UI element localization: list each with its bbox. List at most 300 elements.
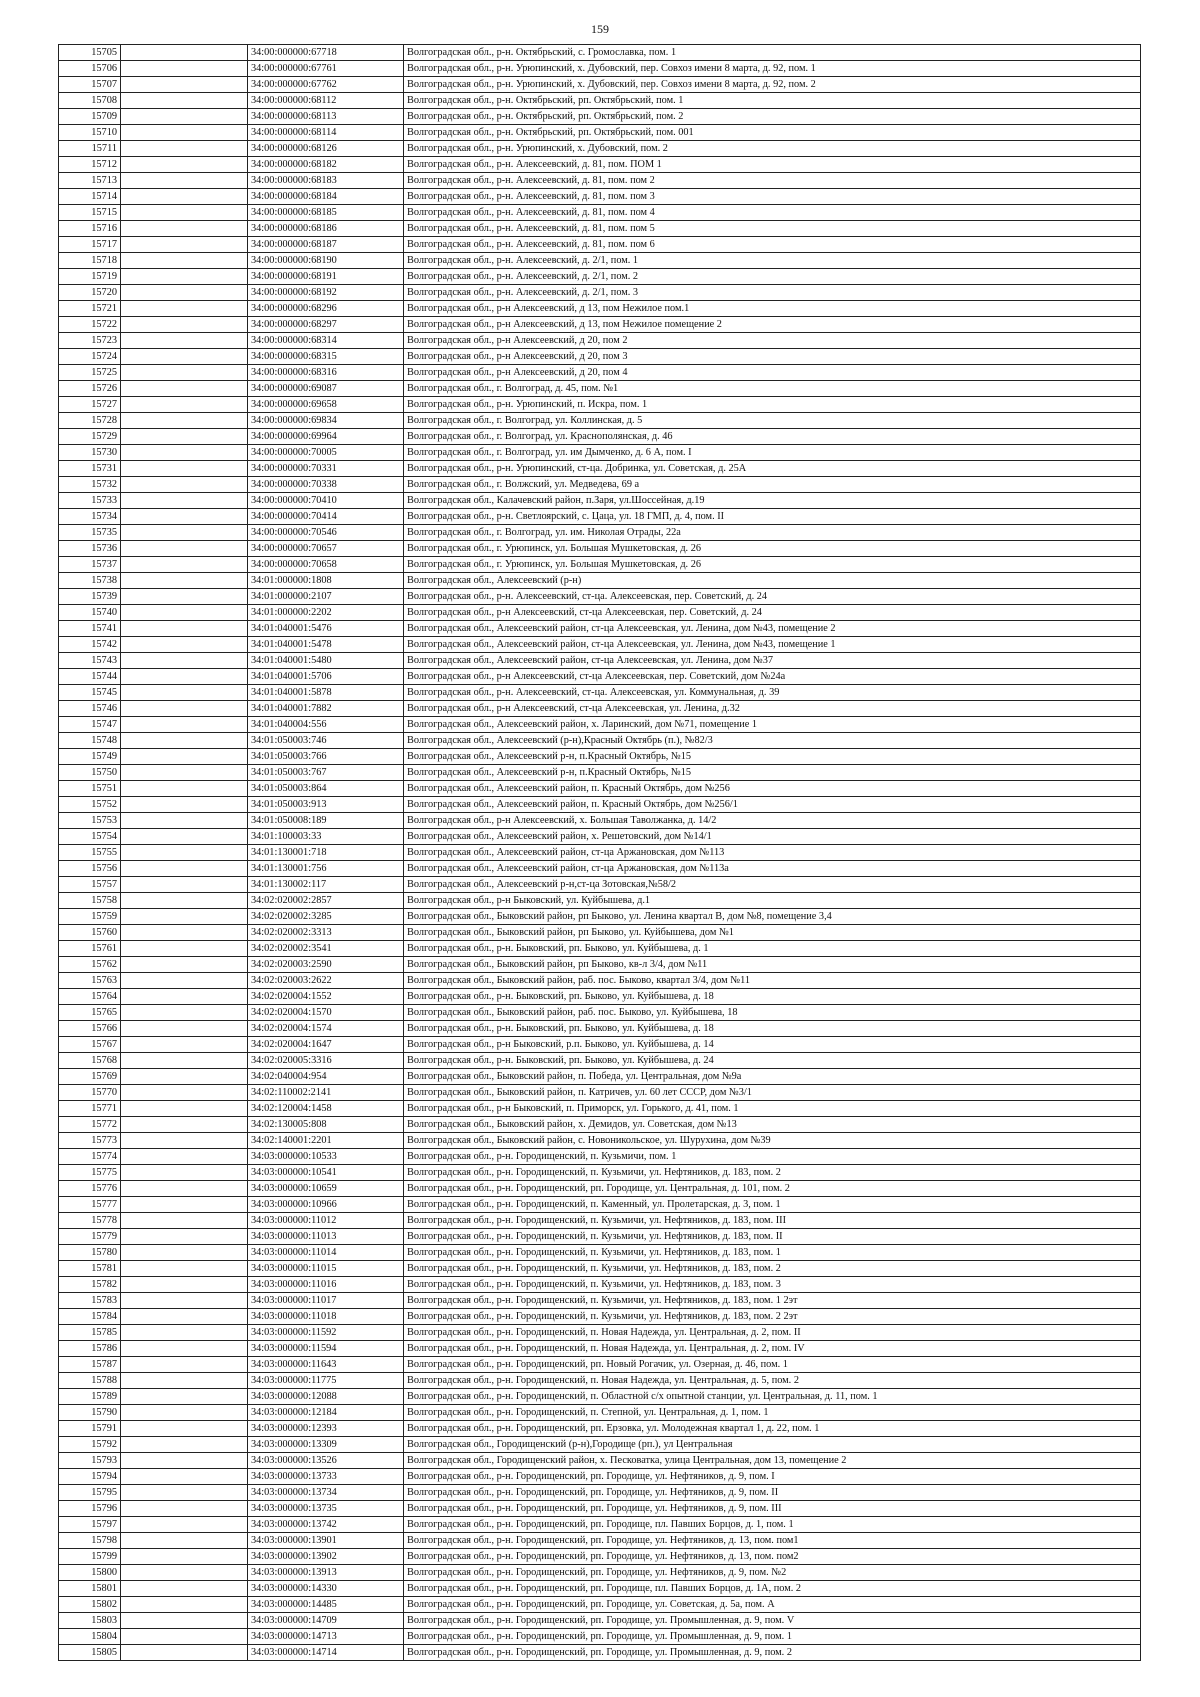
row-number: 15802 (59, 1597, 121, 1613)
address: Волгоградская обл., р-н. Октябрьский, рп. Октябрьский, пом. 001 (404, 125, 1141, 141)
empty-cell (121, 1341, 248, 1357)
empty-cell (121, 845, 248, 861)
row-number: 15778 (59, 1213, 121, 1229)
table-row (59, 1133, 1141, 1149)
empty-cell (121, 381, 248, 397)
empty-cell (121, 349, 248, 365)
table-row (59, 1085, 1141, 1101)
cadastral-number: 34:02:020004:1574 (248, 1021, 404, 1037)
row-number: 15763 (59, 973, 121, 989)
row-number: 15737 (59, 557, 121, 573)
cadastral-number: 34:03:000000:12088 (248, 1389, 404, 1405)
cadastral-number: 34:00:000000:68185 (248, 205, 404, 221)
table-row (59, 1485, 1141, 1501)
empty-cell (121, 333, 248, 349)
address: Волгоградская обл., Алексеевский район, х. Решетовский, дом №14/1 (404, 829, 1141, 845)
address: Волгоградская обл., Алексеевский район, п. Красный Октябрь, дом №256/1 (404, 797, 1141, 813)
row-number: 15759 (59, 909, 121, 925)
address: Волгоградская обл., р-н Быковский, ул. Куйбышева, д.1 (404, 893, 1141, 909)
table-row (59, 301, 1141, 317)
address: Волгоградская обл., р-н. Городищенский, п. Кузьмичи, ул. Нефтяников, д. 183, пом. II (404, 1229, 1141, 1245)
address: Волгоградская обл., р-н. Городищенский, рп. Городище, пл. Павших Борцов, д. 1А, пом. 2 (404, 1581, 1141, 1597)
cadastral-number: 34:00:000000:68183 (248, 173, 404, 189)
address: Волгоградская обл., р-н Алексеевский, д 13, пом Нежилое помещение 2 (404, 317, 1141, 333)
row-number: 15743 (59, 653, 121, 669)
row-number: 15803 (59, 1613, 121, 1629)
row-number: 15791 (59, 1421, 121, 1437)
row-number: 15797 (59, 1517, 121, 1533)
empty-cell (121, 157, 248, 173)
empty-cell (121, 1021, 248, 1037)
row-number: 15761 (59, 941, 121, 957)
address: Волгоградская обл., р-н. Быковский, рп. Быково, ул. Куйбышева, д. 18 (404, 1021, 1141, 1037)
table-row (59, 733, 1141, 749)
row-number: 15745 (59, 685, 121, 701)
table-row (59, 333, 1141, 349)
empty-cell (121, 941, 248, 957)
table-row (59, 1421, 1141, 1437)
address: Волгоградская обл., г. Волжский, ул. Медведева, 69 а (404, 477, 1141, 493)
empty-cell (121, 797, 248, 813)
table-row (59, 1629, 1141, 1645)
cadastral-number: 34:03:000000:11016 (248, 1277, 404, 1293)
cadastral-number: 34:00:000000:67762 (248, 77, 404, 93)
empty-cell (121, 1517, 248, 1533)
cadastral-number: 34:00:000000:68315 (248, 349, 404, 365)
address: Волгоградская обл., р-н Алексеевский, д 20, пом 4 (404, 365, 1141, 381)
empty-cell (121, 141, 248, 157)
address: Волгоградская обл., р-н. Быковский, рп. Быково, ул. Куйбышева, д. 18 (404, 989, 1141, 1005)
row-number: 15733 (59, 493, 121, 509)
address: Волгоградская обл., Алексеевский район, ст-ца Аржановская, дом №113 (404, 845, 1141, 861)
table-row (59, 1613, 1141, 1629)
cadastral-number: 34:01:050003:746 (248, 733, 404, 749)
address: Волгоградская обл., р-н Алексеевский, д 20, пом 2 (404, 333, 1141, 349)
cadastral-number: 34:03:000000:11012 (248, 1213, 404, 1229)
table-row (59, 461, 1141, 477)
row-number: 15747 (59, 717, 121, 733)
row-number: 15705 (59, 45, 121, 61)
cadastral-number: 34:03:000000:11592 (248, 1325, 404, 1341)
cadastral-number: 34:03:000000:11013 (248, 1229, 404, 1245)
empty-cell (121, 77, 248, 93)
table-row (59, 365, 1141, 381)
address: Волгоградская обл., р-н. Алексеевский, д. 81, пом. пом 3 (404, 189, 1141, 205)
empty-cell (121, 1645, 248, 1661)
table-row (59, 1117, 1141, 1133)
address: Волгоградская обл., р-н. Урюпинский, х. Дубовский, пом. 2 (404, 141, 1141, 157)
row-number: 15785 (59, 1325, 121, 1341)
cadastral-number: 34:01:040001:5480 (248, 653, 404, 669)
cadastral-number: 34:03:000000:13742 (248, 1517, 404, 1533)
empty-cell (121, 1565, 248, 1581)
row-number: 15801 (59, 1581, 121, 1597)
address: Волгоградская обл., р-н Быковский, р.п. Быково, ул. Куйбышева, д. 14 (404, 1037, 1141, 1053)
table-row (59, 1565, 1141, 1581)
table-row (59, 717, 1141, 733)
table-row (59, 1469, 1141, 1485)
empty-cell (121, 1613, 248, 1629)
row-number: 15717 (59, 237, 121, 253)
address: Волгоградская обл., р-н. Городищенский, п. Кузьмичи, ул. Нефтяников, д. 183, пом. 1 (404, 1245, 1141, 1261)
empty-cell (121, 477, 248, 493)
empty-cell (121, 1581, 248, 1597)
address: Волгоградская обл., Быковский район, раб. пос. Быково, квартал 3/4, дом №11 (404, 973, 1141, 989)
empty-cell (121, 1533, 248, 1549)
cadastral-number: 34:03:000000:13902 (248, 1549, 404, 1565)
address: Волгоградская обл., р-н. Городищенский, п. Кузьмичи, ул. Нефтяников, д. 183, пом. 2 (404, 1165, 1141, 1181)
table-row (59, 77, 1141, 93)
table-row (59, 989, 1141, 1005)
address: Волгоградская обл., Быковский район, х. Демидов, ул. Советская, дом №13 (404, 1117, 1141, 1133)
cadastral-number: 34:01:050003:766 (248, 749, 404, 765)
cadastral-number: 34:01:130002:117 (248, 877, 404, 893)
address: Волгоградская обл., р-н. Городищенский, рп. Ерзовка, ул. Молодежная квартал 1, д. 22, пом. 1 (404, 1421, 1141, 1437)
row-number: 15729 (59, 429, 121, 445)
table-row (59, 1229, 1141, 1245)
cadastral-number: 34:00:000000:68316 (248, 365, 404, 381)
cadastral-number: 34:00:000000:69658 (248, 397, 404, 413)
empty-cell (121, 1405, 248, 1421)
empty-cell (121, 1597, 248, 1613)
table-row (59, 653, 1141, 669)
address: Волгоградская обл., р-н. Октябрьский, рп. Октябрьский, пом. 2 (404, 109, 1141, 125)
row-number: 15714 (59, 189, 121, 205)
row-number: 15783 (59, 1293, 121, 1309)
address: Волгоградская обл., Алексеевский район, п. Красный Октябрь, дом №256 (404, 781, 1141, 797)
row-number: 15762 (59, 957, 121, 973)
table-row (59, 93, 1141, 109)
cadastral-number: 34:02:020005:3316 (248, 1053, 404, 1069)
empty-cell (121, 1037, 248, 1053)
row-number: 15718 (59, 253, 121, 269)
table-row (59, 1021, 1141, 1037)
cadastral-number: 34:02:120004:1458 (248, 1101, 404, 1117)
table-row (59, 1053, 1141, 1069)
empty-cell (121, 541, 248, 557)
cadastral-number: 34:02:040004:954 (248, 1069, 404, 1085)
table-row (59, 1181, 1141, 1197)
cadastral-number: 34:01:050003:767 (248, 765, 404, 781)
address: Волгоградская обл., р-н. Алексеевский, д. 81, пом. пом 6 (404, 237, 1141, 253)
table-row (59, 445, 1141, 461)
empty-cell (121, 109, 248, 125)
table-row (59, 125, 1141, 141)
row-number: 15782 (59, 1277, 121, 1293)
address: Волгоградская обл., р-н. Алексеевский, д. 2/1, пом. 1 (404, 253, 1141, 269)
table-row (59, 973, 1141, 989)
address: Волгоградская обл., р-н. Урюпинский, п. Искра, пом. 1 (404, 397, 1141, 413)
address: Волгоградская обл., р-н. Городищенский, п. Степной, ул. Центральная, д. 1, пом. 1 (404, 1405, 1141, 1421)
row-number: 15790 (59, 1405, 121, 1421)
address: Волгоградская обл., р-н. Алексеевский, д. 81, пом. ПОМ 1 (404, 157, 1141, 173)
address: Волгоградская обл., Алексеевский р-н, п.Красный Октябрь, №15 (404, 749, 1141, 765)
empty-cell (121, 1101, 248, 1117)
row-number: 15727 (59, 397, 121, 413)
cadastral-number: 34:00:000000:70657 (248, 541, 404, 557)
empty-cell (121, 1421, 248, 1437)
address: Волгоградская обл., р-н. Городищенский, рп. Городище, пл. Павших Борцов, д. 1, пом. 1 (404, 1517, 1141, 1533)
empty-cell (121, 1277, 248, 1293)
address: Волгоградская обл., р-н. Урюпинский, х. Дубовский, пер. Совхоз имени 8 марта, д. 92, пом. 2 (404, 77, 1141, 93)
empty-cell (121, 589, 248, 605)
row-number: 15789 (59, 1389, 121, 1405)
row-number: 15765 (59, 1005, 121, 1021)
cadastral-number: 34:00:000000:68297 (248, 317, 404, 333)
table-row (59, 189, 1141, 205)
row-number: 15752 (59, 797, 121, 813)
empty-cell (121, 45, 248, 61)
empty-cell (121, 973, 248, 989)
cadastral-number: 34:02:020004:1552 (248, 989, 404, 1005)
address: Волгоградская обл., Алексеевский (р-н) (404, 573, 1141, 589)
address: Волгоградская обл., р-н. Городищенский, рп. Городище, ул. Промышленная, д. 9, пом. 1 (404, 1629, 1141, 1645)
cadastral-number: 34:02:140001:2201 (248, 1133, 404, 1149)
address: Волгоградская обл., р-н Быковский, п. Приморск, ул. Горького, д. 41, пом. 1 (404, 1101, 1141, 1117)
empty-cell (121, 829, 248, 845)
table-row (59, 1597, 1141, 1613)
address: Волгоградская обл., Алексеевский район, х. Ларинский, дом №71, помещение 1 (404, 717, 1141, 733)
table-row (59, 701, 1141, 717)
cadastral-number: 34:01:130001:718 (248, 845, 404, 861)
empty-cell (121, 957, 248, 973)
row-number: 15709 (59, 109, 121, 125)
table-row (59, 1197, 1141, 1213)
table-row (59, 589, 1141, 605)
table-row (59, 605, 1141, 621)
cadastral-number: 34:00:000000:70005 (248, 445, 404, 461)
table-row (59, 1261, 1141, 1277)
cadastral-number: 34:03:000000:13733 (248, 1469, 404, 1485)
table-row (59, 909, 1141, 925)
row-number: 15732 (59, 477, 121, 493)
address: Волгоградская обл., р-н Алексеевский, д 13, пом Нежилое пом.1 (404, 301, 1141, 317)
table-row (59, 749, 1141, 765)
table-row (59, 1389, 1141, 1405)
row-number: 15712 (59, 157, 121, 173)
empty-cell (121, 509, 248, 525)
table-row (59, 205, 1141, 221)
table-row (59, 941, 1141, 957)
empty-cell (121, 1357, 248, 1373)
row-number: 15780 (59, 1245, 121, 1261)
table-row (59, 1005, 1141, 1021)
table-row (59, 877, 1141, 893)
row-number: 15741 (59, 621, 121, 637)
table-row (59, 637, 1141, 653)
empty-cell (121, 1245, 248, 1261)
cadastral-number: 34:03:000000:11017 (248, 1293, 404, 1309)
address: Волгоградская обл., р-н. Городищенский, рп. Городище, ул. Нефтяников, д. 9, пом. III (404, 1501, 1141, 1517)
cadastral-number: 34:00:000000:69087 (248, 381, 404, 397)
row-number: 15793 (59, 1453, 121, 1469)
address: Волгоградская обл., р-н. Алексеевский, д. 81, пом. пом 2 (404, 173, 1141, 189)
address: Волгоградская обл., Калачевский район, п.Заря, ул.Шоссейная, д.19 (404, 493, 1141, 509)
row-number: 15734 (59, 509, 121, 525)
cadastral-number: 34:01:040001:5878 (248, 685, 404, 701)
address: Волгоградская обл., Быковский район, рп Быково, ул. Куйбышева, дом №1 (404, 925, 1141, 941)
row-number: 15792 (59, 1437, 121, 1453)
row-number: 15784 (59, 1309, 121, 1325)
row-number: 15766 (59, 1021, 121, 1037)
cadastral-number: 34:00:000000:68314 (248, 333, 404, 349)
row-number: 15760 (59, 925, 121, 941)
empty-cell (121, 717, 248, 733)
address: Волгоградская обл., Быковский район, рп Быково, кв-л 3/4, дом №11 (404, 957, 1141, 973)
table-row (59, 1533, 1141, 1549)
address: Волгоградская обл., р-н. Городищенский, рп. Городище, ул. Советская, д. 5а, пом. А (404, 1597, 1141, 1613)
empty-cell (121, 1117, 248, 1133)
row-number: 15744 (59, 669, 121, 685)
table-row (59, 1165, 1141, 1181)
cadastral-number: 34:02:020002:3541 (248, 941, 404, 957)
row-number: 15742 (59, 637, 121, 653)
row-number: 15775 (59, 1165, 121, 1181)
table-row (59, 797, 1141, 813)
cadastral-number: 34:00:000000:68186 (248, 221, 404, 237)
address: Волгоградская обл., Алексеевский район, ст-ца Аржановская, дом №113а (404, 861, 1141, 877)
address: Волгоградская обл., р-н. Быковский, рп. Быково, ул. Куйбышева, д. 1 (404, 941, 1141, 957)
table-row (59, 413, 1141, 429)
cadastral-number: 34:03:000000:14485 (248, 1597, 404, 1613)
table-row (59, 1069, 1141, 1085)
empty-cell (121, 813, 248, 829)
table-row (59, 61, 1141, 77)
empty-cell (121, 1149, 248, 1165)
table-row (59, 237, 1141, 253)
empty-cell (121, 1501, 248, 1517)
cadastral-number: 34:03:000000:11775 (248, 1373, 404, 1389)
page-number: 159 (591, 22, 609, 36)
empty-cell (121, 669, 248, 685)
cadastral-number: 34:02:020003:2590 (248, 957, 404, 973)
address: Волгоградская обл., Алексеевский район, ст-ца Алексеевская, ул. Ленина, дом №43, помещение 1 (404, 637, 1141, 653)
address: Волгоградская обл., р-н. Городищенский, рп. Городище, ул. Нефтяников, д. 9, пом. I (404, 1469, 1141, 1485)
address: Волгоградская обл., р-н. Городищенский, п. Кузьмичи, ул. Нефтяников, д. 183, пом. 2 2эт (404, 1309, 1141, 1325)
table-row (59, 893, 1141, 909)
empty-cell (121, 1325, 248, 1341)
empty-cell (121, 909, 248, 925)
address: Волгоградская обл., р-н Алексеевский, д 20, пом 3 (404, 349, 1141, 365)
cadastral-number: 34:01:050003:864 (248, 781, 404, 797)
address: Волгоградская обл., Быковский район, п. Победа, ул. Центральная, дом №9а (404, 1069, 1141, 1085)
cadastral-number: 34:03:000000:14330 (248, 1581, 404, 1597)
cadastral-number: 34:02:020004:1647 (248, 1037, 404, 1053)
row-number: 15779 (59, 1229, 121, 1245)
table-row (59, 1037, 1141, 1053)
cadastral-number: 34:00:000000:68190 (248, 253, 404, 269)
cadastral-number: 34:00:000000:67718 (248, 45, 404, 61)
cadastral-number: 34:01:040001:5478 (248, 637, 404, 653)
cadastral-number: 34:03:000000:11014 (248, 1245, 404, 1261)
table-row (59, 1549, 1141, 1565)
empty-cell (121, 701, 248, 717)
address: Волгоградская обл., Алексеевский р-н,ст-ца Зотовская,№58/2 (404, 877, 1141, 893)
row-number: 15715 (59, 205, 121, 221)
table-row (59, 813, 1141, 829)
address: Волгоградская обл., р-н. Городищенский, рп. Городище, ул. Промышленная, д. 9, пом. 2 (404, 1645, 1141, 1661)
cadastral-number: 34:03:000000:12393 (248, 1421, 404, 1437)
row-number: 15774 (59, 1149, 121, 1165)
table-row (59, 381, 1141, 397)
row-number: 15796 (59, 1501, 121, 1517)
row-number: 15735 (59, 525, 121, 541)
cadastral-number: 34:01:000000:2107 (248, 589, 404, 605)
table-row (59, 1501, 1141, 1517)
table-row (59, 109, 1141, 125)
table-row (59, 1325, 1141, 1341)
empty-cell (121, 685, 248, 701)
table-row (59, 1149, 1141, 1165)
address: Волгоградская обл., р-н. Октябрьский, с. Громославка, пом. 1 (404, 45, 1141, 61)
row-number: 15795 (59, 1485, 121, 1501)
empty-cell (121, 317, 248, 333)
address: Волгоградская обл., р-н. Городищенский, рп. Городище, ул. Нефтяников, д. 9, пом. II (404, 1485, 1141, 1501)
table-row (59, 253, 1141, 269)
empty-cell (121, 925, 248, 941)
empty-cell (121, 989, 248, 1005)
empty-cell (121, 733, 248, 749)
address: Волгоградская обл., р-н. Городищенский, рп. Городище, ул. Центральная, д. 101, пом. 2 (404, 1181, 1141, 1197)
cadastral-number: 34:00:000000:68182 (248, 157, 404, 173)
table-row (59, 1645, 1141, 1661)
table-row (59, 1357, 1141, 1373)
empty-cell (121, 61, 248, 77)
cadastral-number: 34:03:000000:10541 (248, 1165, 404, 1181)
empty-cell (121, 1133, 248, 1149)
registry-body (59, 45, 1141, 1661)
address: Волгоградская обл., р-н. Городищенский, п. Кузьмичи, ул. Нефтяников, д. 183, пом. 2 (404, 1261, 1141, 1277)
empty-cell (121, 1389, 248, 1405)
empty-cell (121, 301, 248, 317)
address: Волгоградская обл., г. Волгоград, ул. им Дымченко, д. 6 А, пом. I (404, 445, 1141, 461)
table-row (59, 1293, 1141, 1309)
row-number: 15768 (59, 1053, 121, 1069)
empty-cell (121, 1181, 248, 1197)
cadastral-number: 34:01:050008:189 (248, 813, 404, 829)
cadastral-number: 34:00:000000:68126 (248, 141, 404, 157)
row-number: 15777 (59, 1197, 121, 1213)
empty-cell (121, 1469, 248, 1485)
address: Волгоградская обл., р-н. Алексеевский, д. 81, пом. пом 4 (404, 205, 1141, 221)
row-number: 15787 (59, 1357, 121, 1373)
empty-cell (121, 445, 248, 461)
address: Волгоградская обл., р-н. Урюпинский, ст-ца. Добринка, ул. Советская, д. 25А (404, 461, 1141, 477)
empty-cell (121, 653, 248, 669)
address: Волгоградская обл., р-н. Алексеевский, ст-ца. Алексеевская, пер. Советский, д. 24 (404, 589, 1141, 605)
empty-cell (121, 525, 248, 541)
empty-cell (121, 1293, 248, 1309)
address: Волгоградская обл., р-н. Быковский, рп. Быково, ул. Куйбышева, д. 24 (404, 1053, 1141, 1069)
row-number: 15728 (59, 413, 121, 429)
table-row (59, 1453, 1141, 1469)
row-number: 15711 (59, 141, 121, 157)
table-row (59, 845, 1141, 861)
row-number: 15756 (59, 861, 121, 877)
address: Волгоградская обл., р-н. Городищенский, п. Областной с/х опытной станции, ул. Центральная, д. 11, пом. 1 (404, 1389, 1141, 1405)
cadastral-number: 34:00:000000:70414 (248, 509, 404, 525)
address: Волгоградская обл., г. Волгоград, д. 45, пом. №1 (404, 381, 1141, 397)
cadastral-number: 34:01:000000:2202 (248, 605, 404, 621)
row-number: 15738 (59, 573, 121, 589)
row-number: 15786 (59, 1341, 121, 1357)
address: Волгоградская обл., г. Волгоград, ул. им. Николая Отрады, 22а (404, 525, 1141, 541)
row-number: 15749 (59, 749, 121, 765)
table-row (59, 925, 1141, 941)
table-row (59, 1405, 1141, 1421)
empty-cell (121, 285, 248, 301)
empty-cell (121, 413, 248, 429)
